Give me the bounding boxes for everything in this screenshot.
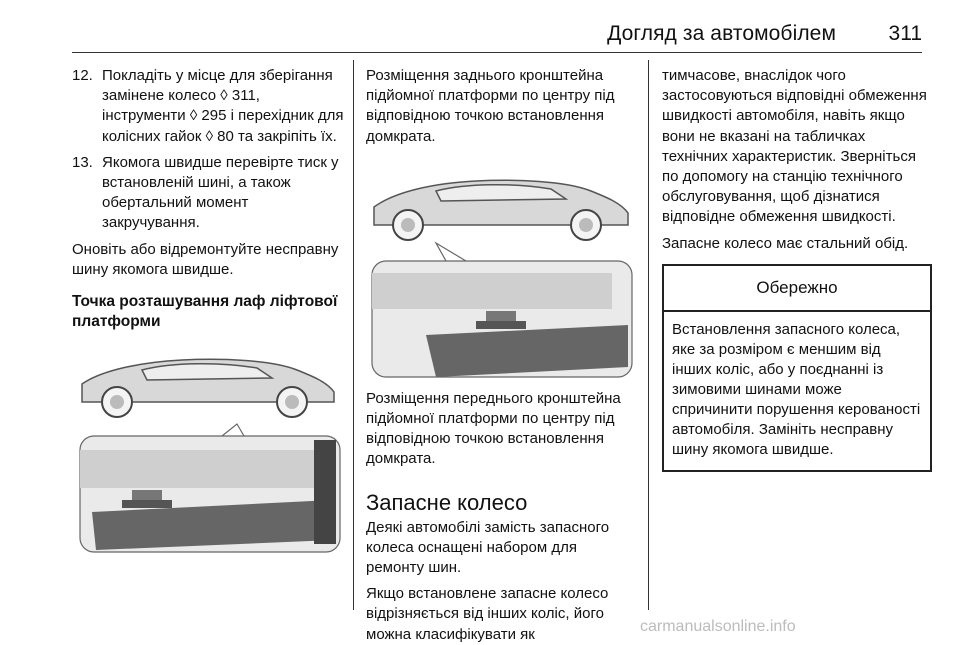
caution-text: Встановлення запасного колеса, яке за розміром є меншим від інших коліс, або у поєднанні із зимовими шинами може спричинити порушення керованості автомобіля. Замініть несправну шину якомога швидше. — [672, 321, 921, 459]
header-title: Догляд за автомобілем — [607, 22, 836, 45]
page-header — [0, 0, 960, 60]
figure-caption-front: Розміщення переднього кронштейна підйомної платформи по центру під відповідною точкою встановлення домкрата. — [366, 389, 621, 468]
lift-point-rear-illustration — [72, 340, 344, 556]
column-divider-1 — [353, 60, 354, 610]
caution-title: Обережно — [664, 266, 930, 312]
body-paragraph: тимчасове, внаслідок чого застосовуються відповідні обмеження швидкості автомобіля, навіть якщо вони не вказані на табличках технічних характеристик. Зверніться по допомогу на станцію технічного обслуговування, щоб дізнатися відповідне обмеження швидкості. — [662, 67, 927, 226]
body-paragraph: Запасне колесо має стальний обід. — [662, 234, 909, 252]
body-paragraph: Оновіть або відремонтуйте несправну шину якомога швидше. — [72, 240, 339, 278]
section-heading-spare-wheel: Запасне колесо — [366, 489, 528, 515]
column-2 — [366, 60, 638, 645]
body-paragraph: Якщо встановлене запасне колесо відрізняється від інших коліс, його можна класифікувати як — [366, 585, 609, 643]
numbered-step-13 — [72, 153, 344, 234]
section-heading: Точка розташування лаф ліфтової платформи — [72, 293, 338, 331]
step-number: 12. — [72, 67, 93, 84]
step-number: 13. — [72, 153, 93, 171]
header-rule — [72, 52, 922, 53]
column-3 — [662, 60, 932, 472]
step-text: Якомога швидше перевірте тиск у встановленій шині, а також обертальний момент закручування. — [102, 153, 339, 232]
body-paragraph: Деякі автомобілі замість запасного колеса оснащені набором для ремонту шин. — [366, 518, 610, 577]
watermark: carmanualsonline.info — [640, 618, 796, 635]
page-number: 311 — [888, 22, 922, 45]
caution-box — [662, 264, 932, 472]
numbered-step-12 — [72, 66, 344, 147]
column-1 — [72, 60, 344, 556]
step-text: Покладіть у місце для зберігання замінене колесо ◊ 311, інструменти ◊ 295 і перехідник для колісних гайок ◊ 80 та закріпіть їх. — [102, 67, 344, 145]
figure-caption-rear: Розміщення заднього кронштейна підйомної платформи по центру під відповідною точкою встановлення домкрата. — [366, 67, 615, 145]
column-divider-2 — [648, 60, 649, 610]
lift-point-front-illustration — [366, 155, 638, 383]
